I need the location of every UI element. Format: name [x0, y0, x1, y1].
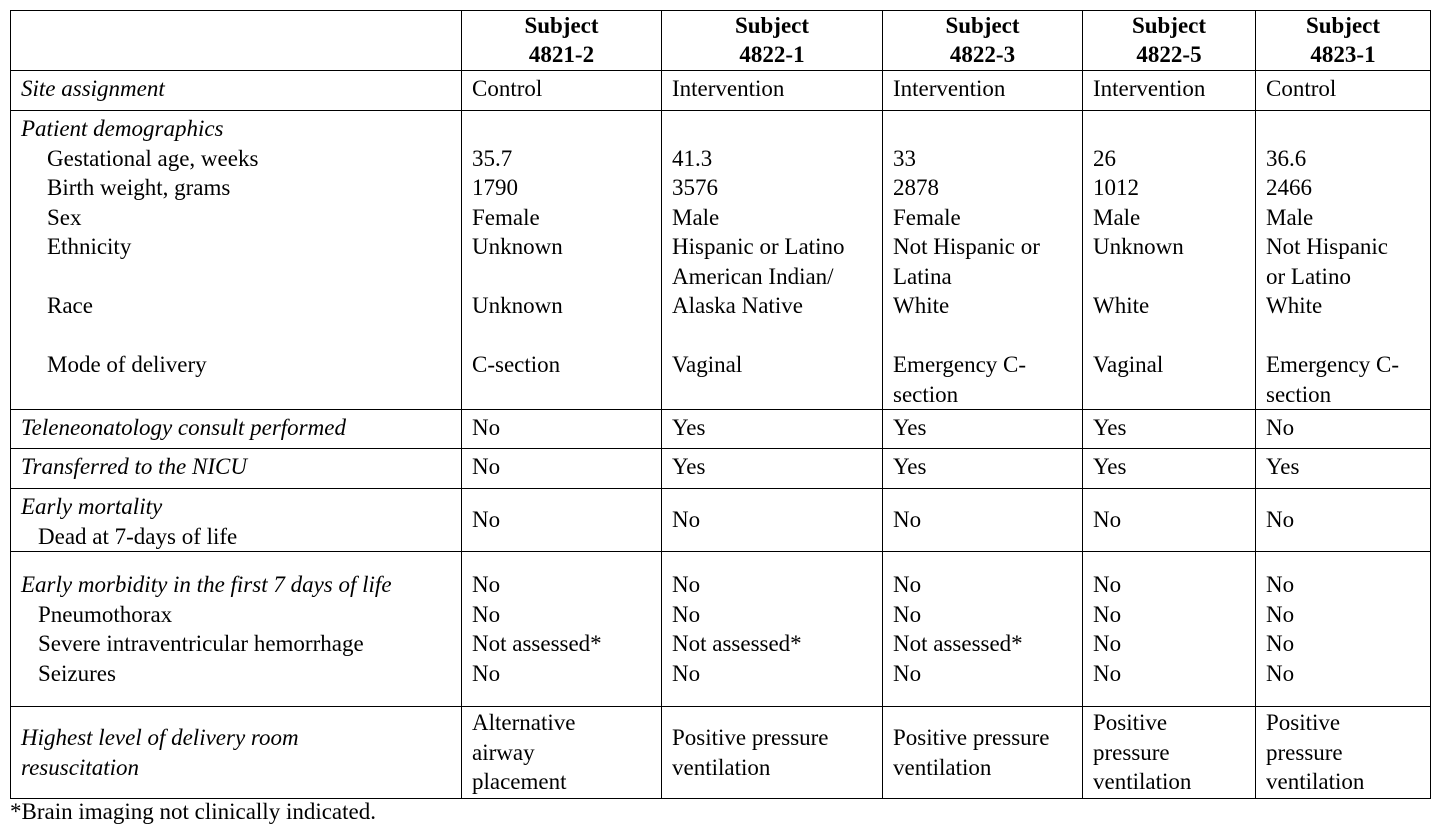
table-cell: No — [662, 489, 883, 552]
subject-header: Subject 4822-3 — [883, 11, 1083, 71]
demographics-cell: 41.3 3576 Male Hispanic or Latino American Indian/ Alaska Native Vaginal — [662, 111, 883, 410]
table-cell: Intervention — [1083, 71, 1256, 111]
row-label: Site assignment — [11, 71, 462, 111]
birth-weight-label: Birth weight, grams — [47, 175, 231, 200]
demographics-row — [11, 111, 1431, 410]
table-cell: Control — [462, 71, 662, 111]
table-cell: No — [883, 489, 1083, 552]
race-label: Race — [47, 293, 93, 318]
subject-header: Subject 4823-1 — [1256, 11, 1431, 71]
demographics-cell: 36.6 2466 Male Not Hispanic or Latino White Emergency C- section — [1256, 111, 1431, 410]
table-cell: No — [1083, 489, 1256, 552]
sex-label: Sex — [47, 204, 82, 230]
table-cell: Yes — [662, 410, 883, 449]
row-label — [11, 707, 462, 799]
seizures-label: Seizures — [38, 660, 116, 686]
header-row — [11, 11, 1431, 71]
demographics-cell: 33 2878 Female Not Hispanic or Latina White Emergency C- section — [883, 111, 1083, 410]
table-cell: No — [1256, 489, 1431, 552]
table-cell: Control — [1256, 71, 1431, 111]
mortality-sub-label: Dead at 7-days of life — [38, 523, 238, 549]
table-cell: No — [462, 489, 662, 552]
resus-cell: Positive pressure ventilation — [1256, 707, 1431, 799]
table-cell: Yes — [883, 449, 1083, 489]
resus-label-line1: Highest level of delivery room — [21, 725, 299, 750]
morbidity-row — [11, 552, 1431, 707]
ivh-label: Severe intraventricular hemorrhage — [38, 631, 364, 656]
row-label — [11, 552, 462, 707]
demographics-label: Patient demographics — [21, 116, 224, 141]
consult-row — [11, 410, 1431, 449]
morbidity-cell: No No Not assessed* No — [883, 552, 1083, 707]
subject-header: Subject 4821-2 — [462, 11, 662, 71]
transfer-row — [11, 449, 1431, 489]
table-cell: Yes — [1083, 449, 1256, 489]
subject-header: Subject 4822-5 — [1083, 11, 1256, 71]
morbidity-cell: No No No No — [1083, 552, 1256, 707]
header-empty-cell — [11, 11, 462, 71]
delivery-label: Mode of delivery — [47, 352, 207, 377]
subject-header: Subject 4822-1 — [662, 11, 883, 71]
table-cell: Yes — [883, 410, 1083, 449]
demographics-cell: 35.7 1790 Female Unknown Unknown C-section — [462, 111, 662, 410]
resuscitation-row — [11, 707, 1431, 799]
resus-cell: Positive pressure ventilation — [662, 707, 883, 799]
footnote: *Brain imaging not clinically indicated. — [10, 799, 376, 824]
row-label: Transferred to the NICU — [11, 449, 462, 489]
ethnicity-label: Ethnicity — [47, 234, 132, 259]
table-cell: Yes — [662, 449, 883, 489]
site-assignment-row — [11, 71, 1431, 111]
resus-cell: Alternative airway placement — [462, 707, 662, 799]
mortality-label: Early mortality — [21, 494, 163, 519]
subject-table — [10, 10, 1431, 799]
table-cell: No — [462, 410, 662, 449]
table-cell: Intervention — [662, 71, 883, 111]
morbidity-label: Early morbidity in the first 7 days of life — [21, 572, 392, 597]
morbidity-cell: No No Not assessed* No — [462, 552, 662, 707]
row-label — [11, 489, 462, 552]
resus-cell: Positive pressure ventilation — [1083, 707, 1256, 799]
table-cell: Yes — [1083, 410, 1256, 449]
demographics-cell: 26 1012 Male Unknown White Vaginal — [1083, 111, 1256, 410]
table-cell: Yes — [1256, 449, 1431, 489]
table-cell: No — [1256, 410, 1431, 449]
row-label — [11, 111, 462, 410]
resus-label-line2: resuscitation — [21, 754, 139, 780]
table-cell: Intervention — [883, 71, 1083, 111]
morbidity-cell: No No No No — [1256, 552, 1431, 707]
resus-cell: Positive pressure ventilation — [883, 707, 1083, 799]
row-label: Teleneonatology consult performed — [11, 410, 462, 449]
mortality-row — [11, 489, 1431, 552]
pneumothorax-label: Pneumothorax — [38, 601, 173, 627]
table-cell: No — [462, 449, 662, 489]
morbidity-cell: No No Not assessed* No — [662, 552, 883, 707]
gestational-age-label: Gestational age, weeks — [47, 145, 259, 171]
